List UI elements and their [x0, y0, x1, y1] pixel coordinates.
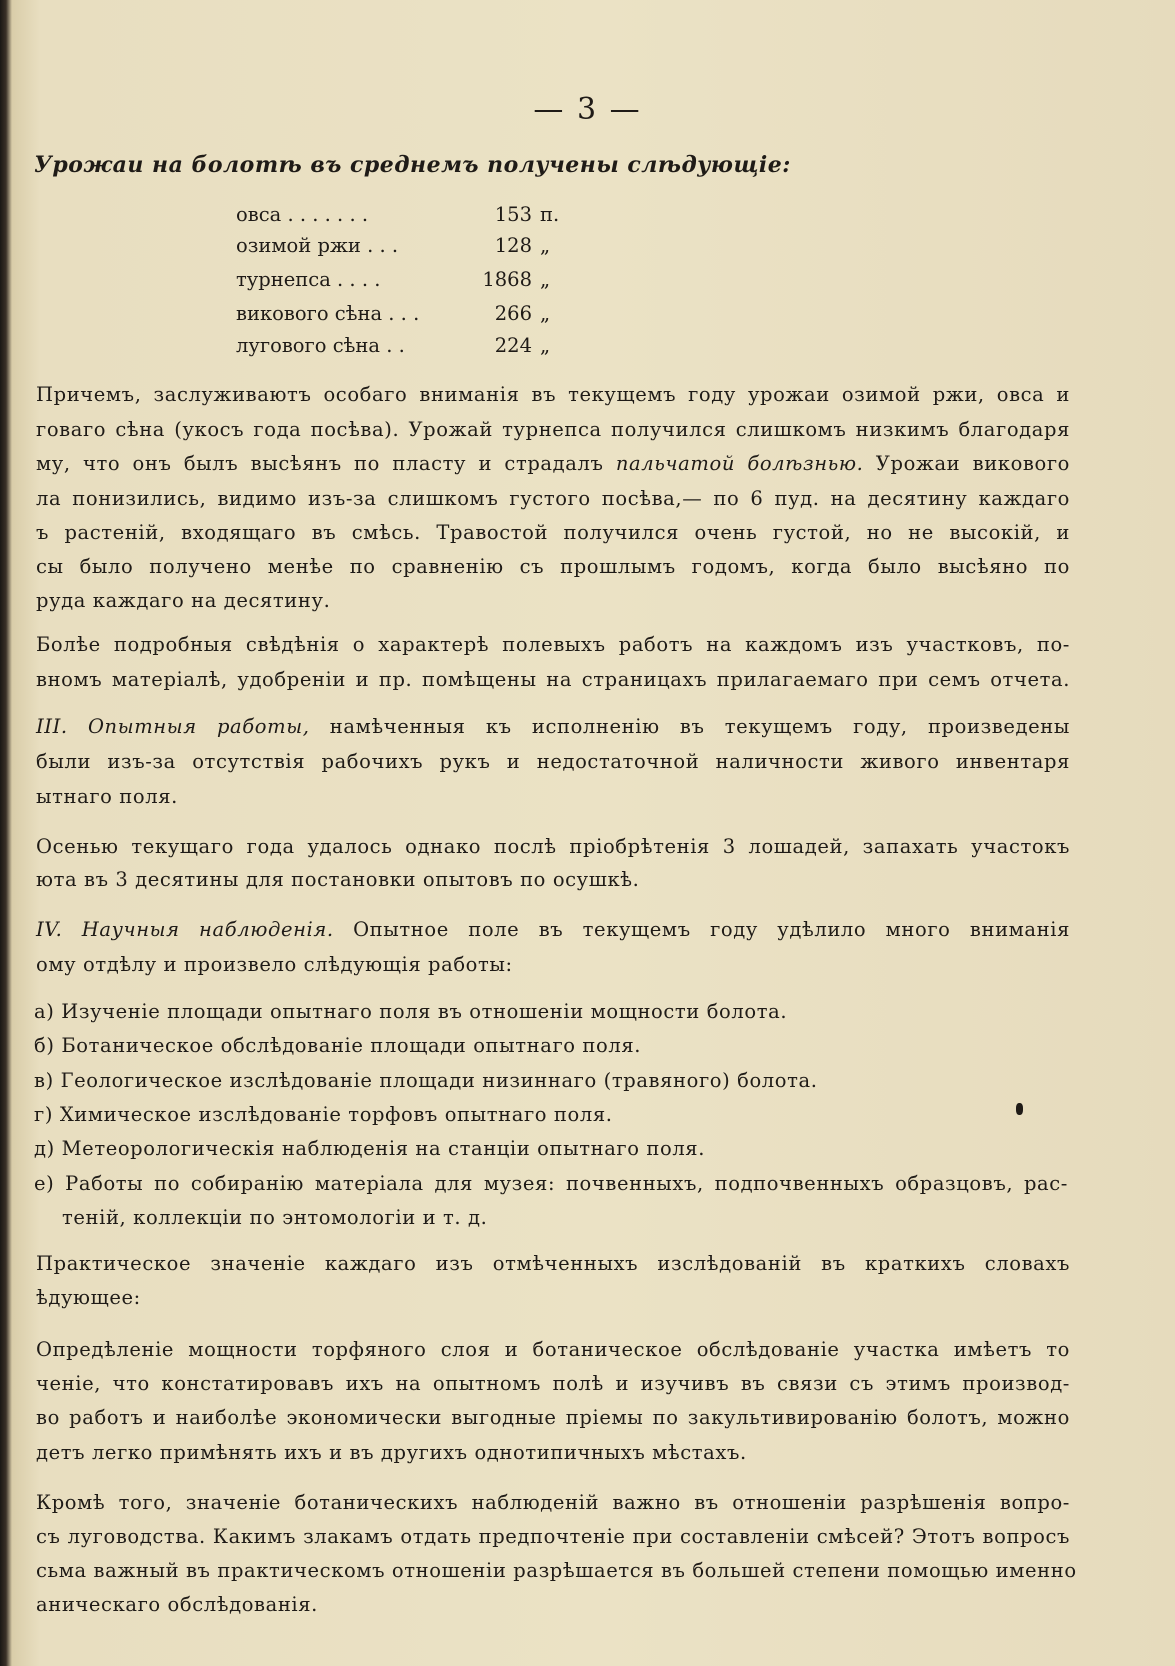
- crop-unit: „: [540, 268, 551, 291]
- text-line: вномъ матеріалѣ, удобреніи и пр. помѣщены на страницахъ прилагаемаго при семъ отчета.: [36, 668, 1070, 691]
- crop-name: викового сѣна . . .: [236, 302, 420, 325]
- text-line: сы было получено менѣе по сравненію съ прошлымъ годомъ, когда было высѣяно по: [36, 555, 1070, 578]
- crop-name: турнепса . . . .: [236, 268, 381, 291]
- yield-row: [236, 302, 570, 325]
- crop-unit: „: [540, 302, 551, 325]
- text-line: Практическое значеніе каждаго изъ отмѣченныхъ изслѣдованій въ краткихъ словахъ: [36, 1252, 1070, 1275]
- list-item: а) Изученіе площади опытнаго поля въ отношеніи мощности болота.: [34, 1000, 788, 1023]
- crop-unit: „: [540, 334, 551, 357]
- text-line: съ луговодства. Какимъ злакамъ отдать предпочтеніе при составленіи смѣсей? Этотъ вопросъ: [36, 1525, 1070, 1548]
- section-title: IV. Научныя наблюденія.: [36, 918, 334, 941]
- text-line: Осенью текущаго года удалось однако послѣ пріобрѣтенія 3 лошадей, запахать участокъ: [36, 835, 1070, 858]
- text-line: юта въ 3 десятины для постановки опытовъ по осушкѣ.: [36, 868, 640, 891]
- yield-row: [236, 203, 570, 226]
- crop-value: 128: [494, 234, 532, 257]
- crop-value: 266: [494, 302, 532, 325]
- text-segment: намѣченныя къ исполненію въ текущемъ году, произведены: [309, 715, 1070, 738]
- section-title: III. Опытныя работы,: [36, 715, 310, 738]
- text-line: ытнаго поля.: [36, 785, 178, 808]
- text-line: ченіе, что констатировавъ ихъ на опытномъ полѣ и изучивъ въ связи съ этимъ производ-: [36, 1372, 1070, 1395]
- page-number: — 3 —: [533, 92, 642, 127]
- crop-unit: п.: [540, 203, 560, 226]
- list-item: в) Геологическое изслѣдованіе площади низиннаго (травяного) болота.: [34, 1069, 818, 1092]
- text-line: говаго сѣна (укосъ года посѣва). Урожай турнепса получился слишкомъ низкимъ благодаря: [36, 418, 1070, 441]
- italic-term: пальчатой болѣзнью.: [615, 452, 864, 475]
- text-line: Причемъ, заслуживаютъ особаго вниманія въ текущемъ году урожаи озимой ржи, овса и: [36, 383, 1070, 406]
- text-line: ъ растеній, входящаго въ смѣсь. Травостой получился очень густой, но не высокій, и: [36, 521, 1070, 544]
- text-line: детъ легко примѣнять ихъ и въ другихъ однотипичныхъ мѣстахъ.: [36, 1441, 747, 1464]
- crop-value: 224: [494, 334, 532, 357]
- text-segment: му, что онъ былъ высѣянъ по пласту и страдалъ: [36, 452, 616, 475]
- text-line: [36, 452, 1070, 475]
- list-item: г) Химическое изслѣдованіе торфовъ опытнаго поля.: [34, 1103, 613, 1126]
- list-item: д) Метеорологическія наблюденія на станціи опытнаго поля.: [34, 1137, 706, 1160]
- text-segment: Опытное поле въ текущемъ году удѣлило много вниманія: [333, 918, 1070, 941]
- yield-row: [236, 268, 570, 291]
- text-line: руда каждаго на десятину.: [36, 589, 331, 612]
- text-segment: Урожаи викового: [863, 452, 1070, 475]
- text-line: ому отдѣлу и произвело слѣдующія работы:: [36, 953, 513, 976]
- text-line: ѣдующее:: [36, 1286, 141, 1309]
- text-line: Болѣе подробныя свѣдѣнія о характерѣ полевыхъ работъ на каждомъ изъ участковъ, по-: [36, 633, 1070, 656]
- crop-value: 1868: [482, 268, 532, 291]
- section-heading: Урожаи на болотѣ въ среднемъ получены слѣдующіе:: [34, 152, 791, 178]
- text-line: Кромѣ того, значеніе ботаническихъ наблюденій важно въ отношеніи разрѣшенія вопро-: [36, 1491, 1070, 1514]
- text-line: ла понизились, видимо изъ-за слишкомъ густого посѣва,— по 6 пуд. на десятину каждаго: [36, 487, 1070, 510]
- yield-row: [236, 334, 570, 357]
- text-line: были изъ-за отсутствія рабочихъ рукъ и недостаточной наличности живого инвентаря: [36, 750, 1070, 773]
- crop-value: 153: [494, 203, 532, 226]
- yield-row: [236, 234, 570, 257]
- crop-name: овса . . . . . . .: [236, 203, 369, 226]
- list-item: е) Работы по собиранію матеріала для музея: почвенныхъ, подпочвенныхъ образцовъ, рас-: [34, 1172, 1068, 1195]
- text-line: аническаго обслѣдованія.: [36, 1593, 318, 1616]
- text-line: [36, 918, 1070, 941]
- crop-unit: „: [540, 234, 551, 257]
- text-line: Опредѣленіе мощности торфяного слоя и ботаническое обслѣдованіе участка имѣетъ то: [36, 1338, 1070, 1361]
- ink-dot: [1016, 1103, 1023, 1115]
- text-line: во работъ и наиболѣе экономически выгодные пріемы по закультивированію болотъ, можно: [36, 1406, 1070, 1429]
- text-line: сьма важный въ практическомъ отношеніи разрѣшается въ большей степени помощью именно: [36, 1559, 1077, 1582]
- list-item: б) Ботаническое обслѣдованіе площади опытнаго поля.: [34, 1034, 642, 1057]
- list-item: теній, коллекціи по энтомологіи и т. д.: [62, 1206, 488, 1229]
- text-line: [36, 715, 1070, 738]
- crop-name: озимой ржи . . .: [236, 234, 399, 257]
- crop-name: лугового сѣна . .: [236, 334, 405, 357]
